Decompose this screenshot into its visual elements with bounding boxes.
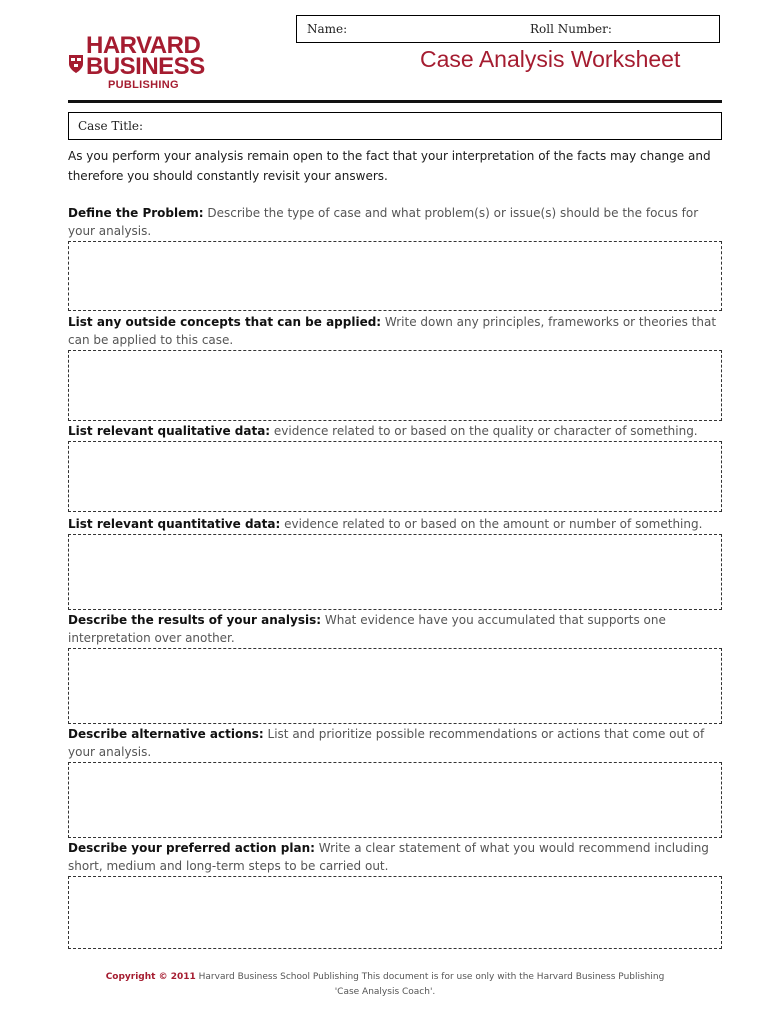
roll-number-label: Roll Number: bbox=[530, 22, 612, 36]
section-qualitative-data bbox=[68, 422, 728, 440]
section-heading: List relevant quantitative data: bbox=[68, 517, 281, 531]
copyright-label: Copyright © 2011 bbox=[105, 972, 196, 982]
section-description: List and prioritize possible recommendations or actions that come out of your analysis. bbox=[68, 727, 705, 759]
answer-box-preferred-action-plan[interactable] bbox=[68, 876, 722, 949]
section-description: Describe the type of case and what problem(s) or issue(s) should be the focus for your analysis. bbox=[68, 206, 699, 238]
page-title: Case Analysis Worksheet bbox=[420, 46, 681, 72]
case-title-label: Case Title: bbox=[78, 119, 144, 133]
answer-box-define-problem[interactable] bbox=[68, 241, 722, 311]
name-label: Name: bbox=[307, 22, 348, 36]
section-alternative-actions bbox=[68, 725, 728, 761]
logo-line-harvard: HARVARD bbox=[86, 32, 201, 59]
section-outside-concepts bbox=[68, 313, 728, 349]
section-heading: Describe alternative actions: bbox=[68, 727, 264, 741]
answer-box-outside-concepts[interactable] bbox=[68, 350, 722, 421]
section-preferred-action-plan bbox=[68, 839, 728, 875]
section-define-problem bbox=[68, 204, 728, 240]
name-roll-box[interactable] bbox=[296, 15, 720, 43]
logo-line-business: BUSINESS bbox=[86, 53, 205, 80]
section-analysis-results bbox=[68, 611, 728, 647]
header-divider bbox=[68, 100, 722, 103]
section-description: Write down any principles, frameworks or theories that can be applied to this case. bbox=[68, 315, 717, 347]
intro-text: As you perform your analysis remain open to the fact that your interpretation of the facts may change and therefore you should constantly revisit your answers. bbox=[68, 149, 711, 183]
answer-box-qualitative-data[interactable] bbox=[68, 441, 722, 512]
logo-line-publishing: PUBLISHING bbox=[108, 79, 179, 91]
section-heading: Describe the results of your analysis: bbox=[68, 613, 322, 627]
harvard-business-publishing-logo bbox=[68, 34, 228, 96]
section-heading: List relevant qualitative data: bbox=[68, 424, 271, 438]
section-heading: List any outside concepts that can be applied: bbox=[68, 315, 382, 329]
section-heading: Describe your preferred action plan: bbox=[68, 841, 315, 855]
section-heading: Define the Problem: bbox=[68, 206, 204, 220]
section-description: evidence related to or based on the quality or character of something. bbox=[270, 424, 698, 438]
section-quantitative-data bbox=[68, 515, 728, 533]
answer-box-analysis-results[interactable] bbox=[68, 648, 722, 724]
answer-box-alternative-actions[interactable] bbox=[68, 762, 722, 838]
answer-box-quantitative-data[interactable] bbox=[68, 534, 722, 610]
section-description: evidence related to or based on the amount or number of something. bbox=[280, 517, 703, 531]
harvard-shield-icon bbox=[68, 54, 84, 74]
case-title-field[interactable] bbox=[68, 112, 722, 140]
copyright-footer bbox=[100, 970, 670, 1000]
footer-text: Harvard Business School Publishing This document is for use only with the Harvard Business Publishing 'Case Analysis Coach'. bbox=[195, 972, 665, 997]
section-description: Write a clear statement of what you would recommend including short, medium and long-term steps to be carried out. bbox=[68, 841, 709, 873]
section-description: What evidence have you accumulated that supports one interpretation over another. bbox=[68, 613, 666, 645]
